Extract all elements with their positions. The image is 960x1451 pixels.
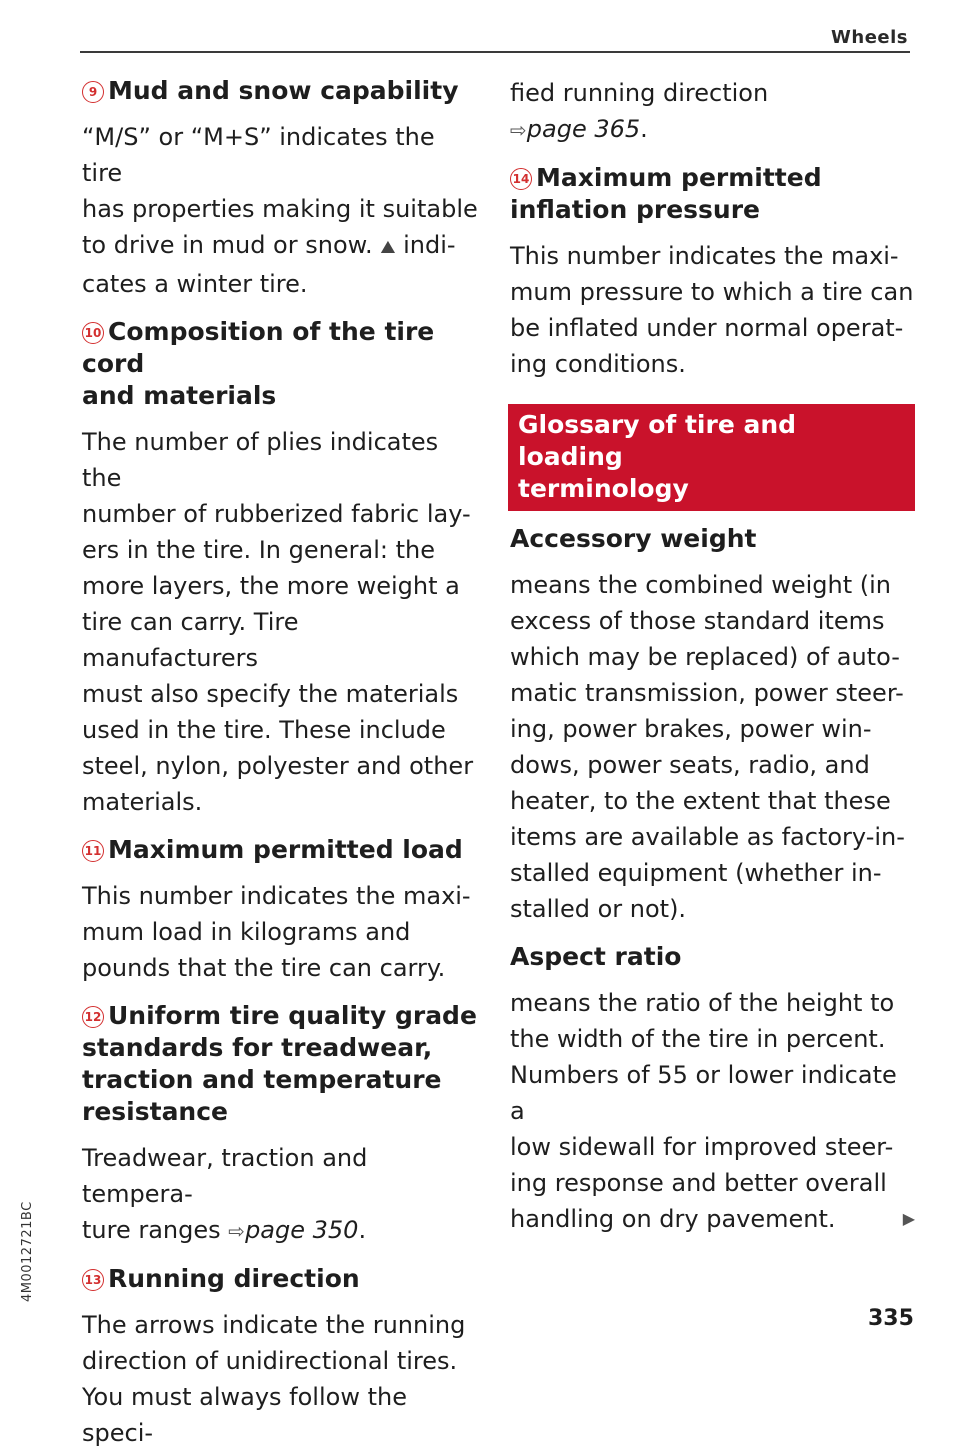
right-column [510,75,915,1237]
term-heading-accessory-weight: Accessory weight [510,524,757,553]
paragraph-line: ture ranges ⇨page 350. [82,1216,367,1244]
paragraph-line: ers in the tire. In general: the [82,536,435,564]
paragraph-line: The arrows indicate the running [82,1311,466,1339]
callout-number-13: 13 [82,1269,104,1291]
page-reference-link[interactable]: page 365 [526,115,641,143]
paragraph-line: number of rubberized fabric lay- [82,500,471,528]
document-code: 4M0012721BC [20,1201,35,1302]
glossary-title: Glossary of tire and loading terminology [518,410,797,503]
paragraph-line: tire can carry. Tire manufacturers [82,608,299,672]
callout-number-9: 9 [82,81,104,103]
paragraph-line: cates a winter tire. [82,270,308,298]
page-reference-arrow-icon: ⇨ [228,1219,246,1243]
callout-number-12: 12 [82,1006,104,1028]
paragraph-line: You must always follow the speci- [82,1383,407,1447]
callout-number-11: 11 [82,840,104,862]
paragraph-line: steel, nylon, polyester and other [82,752,474,780]
paragraph-line: ing conditions. [510,350,686,378]
section-heading-11: 11 Maximum permitted load [82,834,482,866]
paragraph-line: The number of plies indicates the [82,428,439,492]
paragraph-line: mum load in kilograms and [82,918,411,946]
paragraph-line: low sidewall for improved steer- [510,1133,894,1161]
paragraph-line: means the combined weight (in [510,571,891,599]
paragraph-line: stalled equipment (whether in- [510,859,882,887]
paragraph-line: has properties making it suitable [82,195,478,223]
paragraph-line: means the ratio of the height to [510,989,895,1017]
paragraph-line: ing response and better overall [510,1169,887,1197]
winter-tire-icon: ⛰ [380,237,396,258]
paragraph-line: mum pressure to which a tire can [510,278,914,306]
paragraph-line: handling on dry pavement. ▶ [510,1201,915,1237]
section-heading-12: 12 Uniform tire quality grade standards for treadwear, traction and temperature resistance [82,1001,477,1126]
header-rule [80,51,910,53]
paragraph-line: must also specify the materials [82,680,459,708]
term-heading-aspect-ratio: Aspect ratio [510,942,682,971]
paragraph-line: to drive in mud or snow. ⛰ indi- [82,231,456,259]
page-reference-arrow-icon: ⇨ [510,118,527,142]
paragraph-line: more layers, the more weight a [82,572,460,600]
paragraph-line: Treadwear, traction and tempera- [82,1144,368,1208]
paragraph-line: heater, to the extent that these [510,787,891,815]
left-column [82,75,482,1451]
section-heading-14: 14 Maximum permitted inflation pressure [510,163,822,224]
paragraph-line: which may be replaced) of auto- [510,643,900,671]
paragraph-line: Numbers of 55 or lower indicate a [510,1061,897,1125]
paragraph-line: This number indicates the maxi- [82,882,471,910]
section-heading-13: 13 Running direction [82,1263,482,1295]
page-reference-link[interactable]: page 350 [245,1216,359,1244]
paragraph-line: used in the tire. These include [82,716,446,744]
continue-arrow-icon: ▶ [902,1209,915,1228]
paragraph-line: fied running direction [510,79,769,107]
page-number: 335 [868,1306,914,1331]
running-header: Wheels [831,27,908,48]
paragraph-line: be inflated under normal operat- [510,314,904,342]
paragraph-line: stalled or not). [510,895,687,923]
glossary-section-banner [508,404,915,511]
paragraph-line: dows, power seats, radio, and [510,751,870,779]
paragraph-line: ing, power brakes, power win- [510,715,872,743]
paragraph-line: “M/S” or “M+S” indicates the tire [82,123,435,187]
paragraph-line: matic transmission, power steer- [510,679,904,707]
paragraph-line: items are available as factory-in- [510,823,905,851]
paragraph-line: This number indicates the maxi- [510,242,899,270]
paragraph-line: pounds that the tire can carry. [82,954,446,982]
section-heading-10: 10 Composition of the tire cord and materials [82,317,435,410]
paragraph-line: direction of unidirectional tires. [82,1347,458,1375]
callout-number-14: 14 [510,168,532,190]
paragraph-line: materials. [82,788,203,816]
callout-number-10: 10 [82,322,104,344]
section-heading-9: 9 Mud and snow capability [82,75,482,107]
paragraph-line: the width of the tire in percent. [510,1025,886,1053]
paragraph-line: excess of those standard items [510,607,885,635]
paragraph-line: ⇨page 365. [510,115,648,143]
